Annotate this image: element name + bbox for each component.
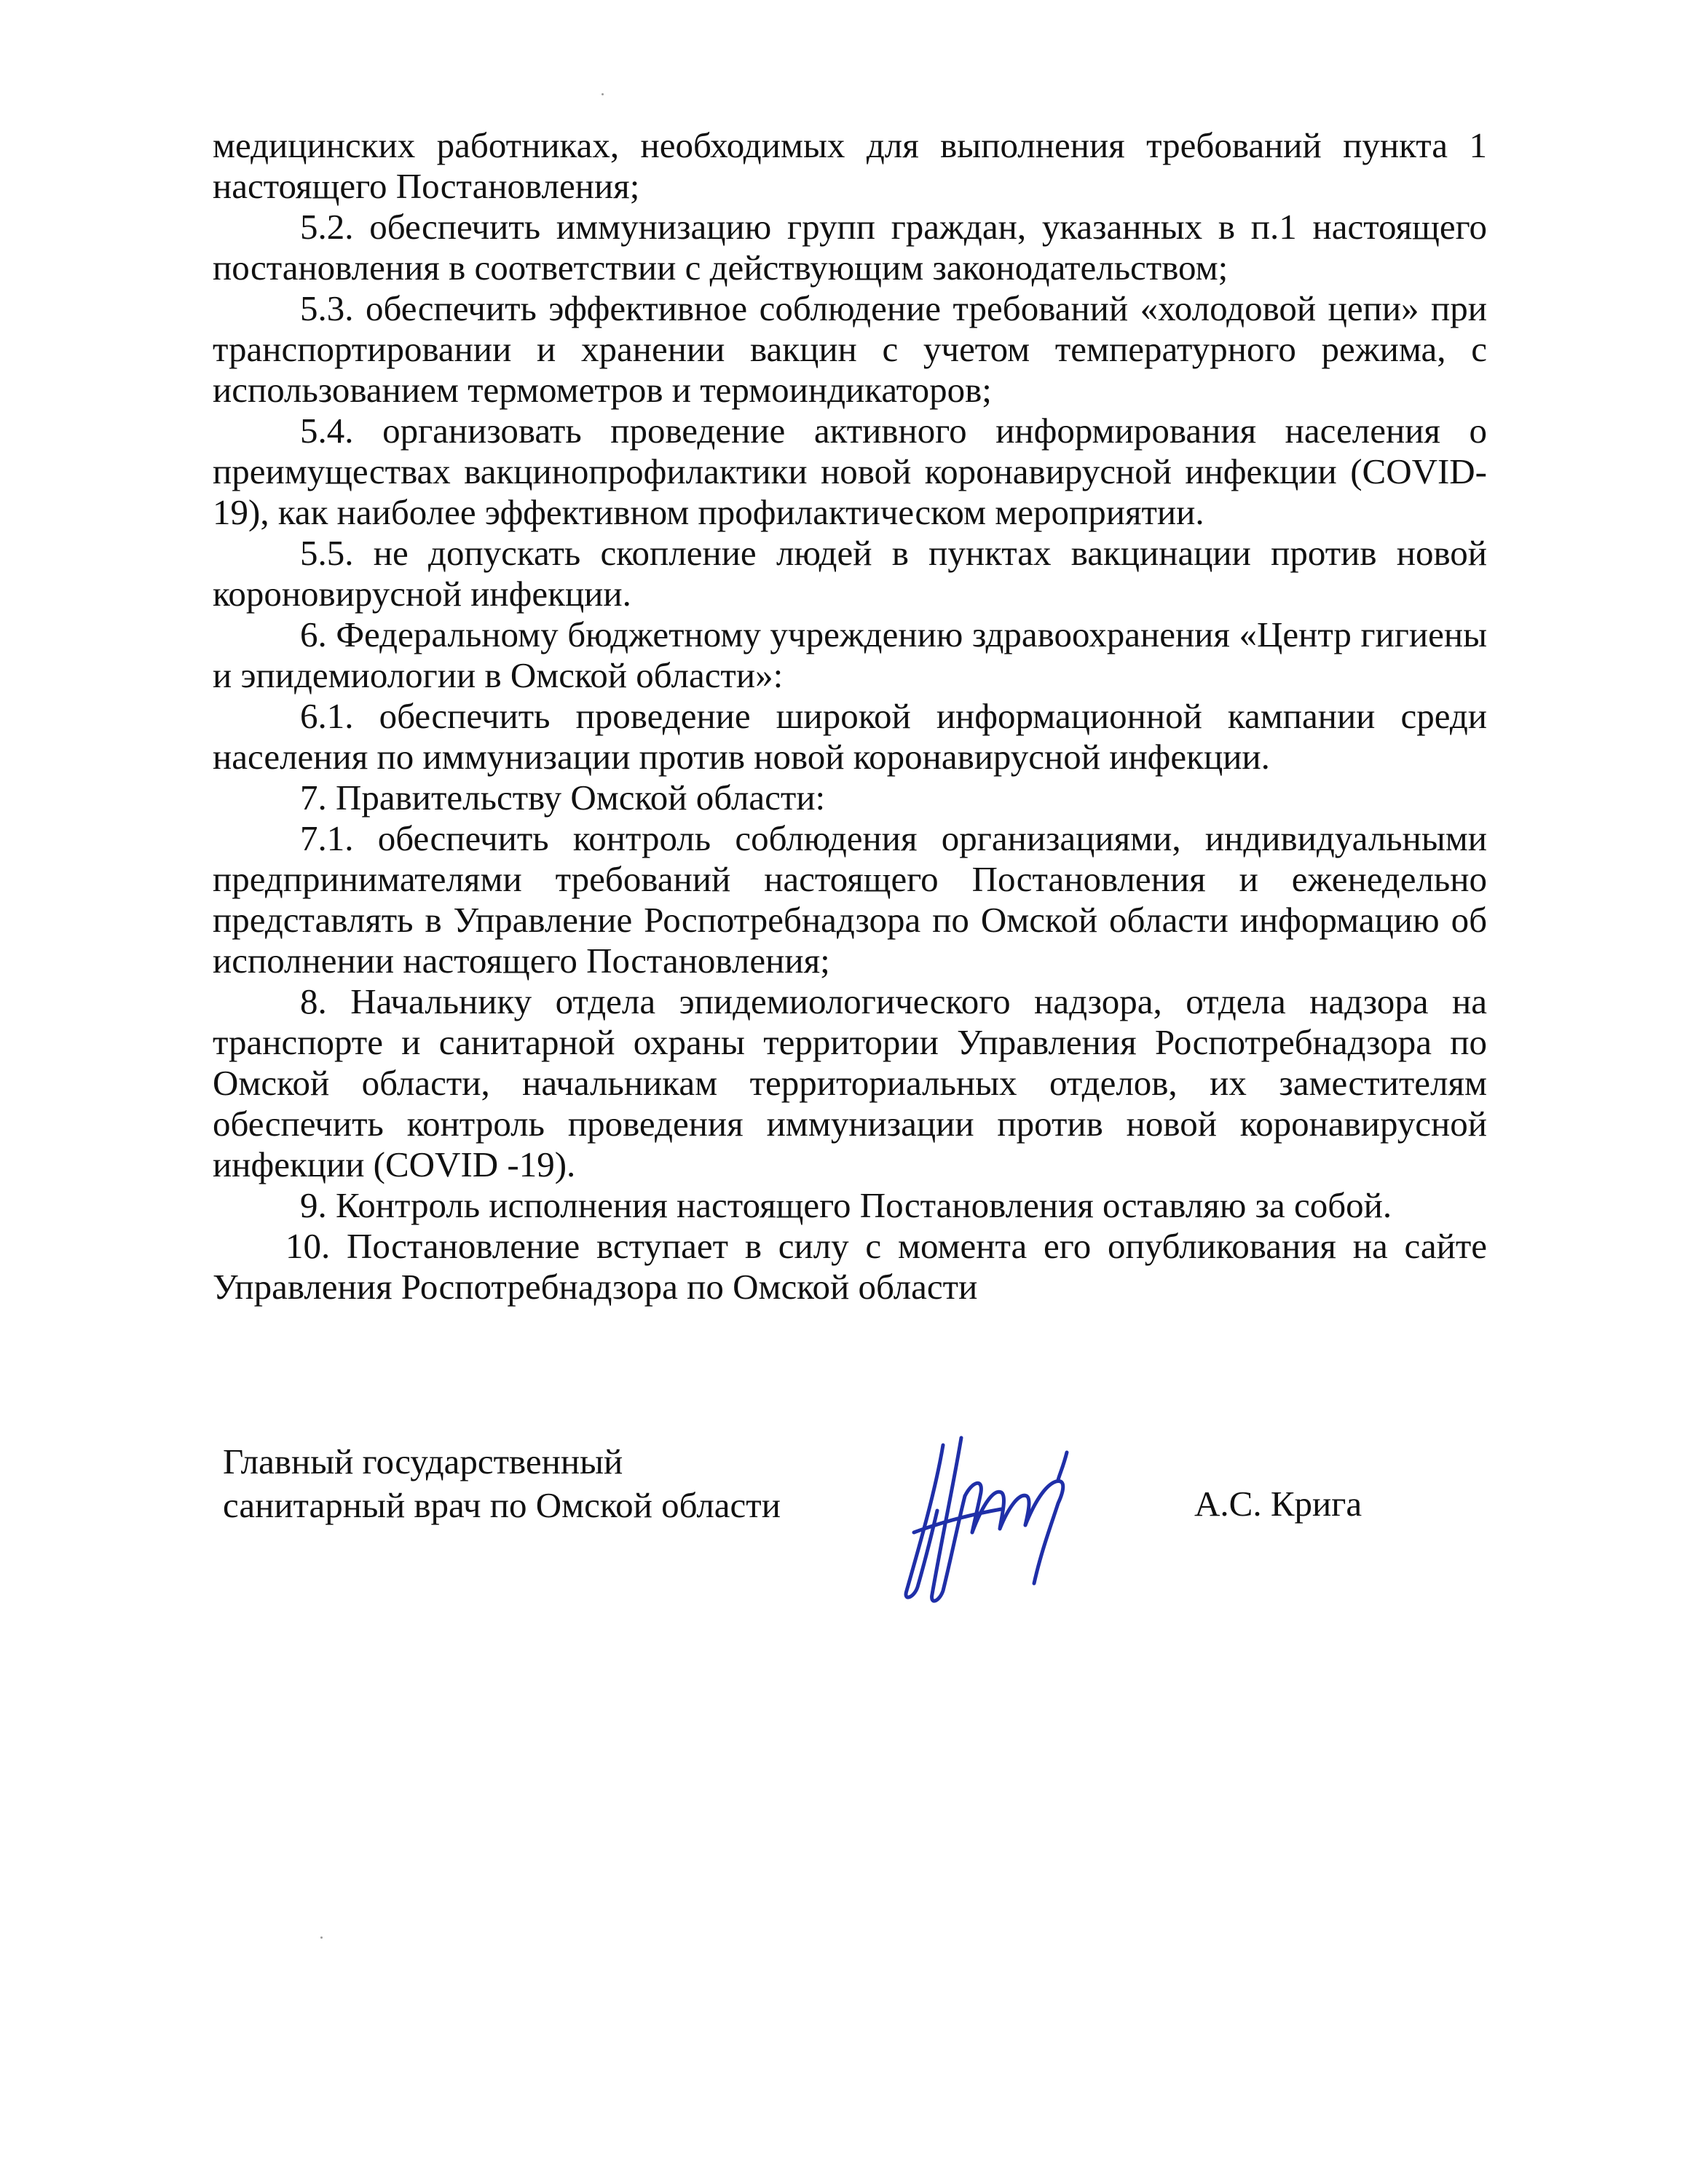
signature-stroke-4: [1025, 1481, 1063, 1583]
paragraph-7-1: 7.1. обеспечить контроль соблюдения организациями, индивидуальными предпринимателями требований настоящего Постановления и еженедельно представлять в Управление Роспотребнадзора по Омской области информацию об исполнении настоящего Постановления;: [213, 818, 1487, 981]
signatory-position-line-1: Главный государственный: [223, 1441, 623, 1481]
signatory-position: [223, 1440, 781, 1527]
paragraph-7: 7. Правительству Омской области:: [300, 778, 826, 818]
paragraph-5-3: 5.3. обеспечить эффективное соблюдение требований «холодовой цепи» при транспортировании и хранении вакцин с учетом температурного режима, с использованием термометров и термоиндикаторов;: [213, 288, 1487, 410]
handwritten-signature: [892, 1423, 1111, 1613]
paragraph-6: 6. Федеральному бюджетному учреждению здравоохранения «Центр гигиены и эпидемиологии в Омской области»:: [213, 614, 1487, 695]
paragraph-5-2: 5.2. обеспечить иммунизацию групп граждан, указанных в п.1 настоящего постановления в соответствии с действующим законодательством;: [213, 207, 1487, 288]
paragraph-9: 9. Контроль исполнения настоящего Постановления оставляю за собой.: [300, 1185, 1392, 1225]
signatory-position-line-2: санитарный врач по Омской области: [223, 1485, 781, 1525]
document-body: [213, 125, 1487, 1307]
paragraph-continuation: медицинских работниках, необходимых для выполнения требований пункта 1 настоящего Постановления;: [213, 125, 1487, 206]
scan-speck: [602, 93, 604, 95]
paragraph-8: 8. Начальнику отдела эпидемиологического надзора, отдела надзора на транспорте и санитарной охраны территории Управления Роспотребнадзора по Омской области, начальникам территориальных отделов, их заместителям обеспечить контроль проведения иммунизации против новой коронавирусной инфекции (COVID -19).: [213, 981, 1487, 1184]
scan-speck: [320, 1936, 323, 1939]
paragraph-6-1: 6.1. обеспечить проведение широкой информационной кампании среди населения по иммунизации против новой коронавирусной инфекции.: [213, 696, 1487, 777]
paragraph-5-5: 5.5. не допускать скопление людей в пунктах вакцинации против новой короновирусной инфекции.: [213, 533, 1487, 614]
paragraph-10: 10. Постановление вступает в силу с момента его опубликования на сайте Управления Роспотребнадзора по Омской области: [213, 1226, 1487, 1307]
signature-stroke-5: [1058, 1452, 1067, 1480]
signatory-name: А.С. Крига: [1194, 1484, 1362, 1524]
paragraph-5-4: 5.4. организовать проведение активного информирования населения о преимуществах вакцинопрофилактики новой коронавирусной инфекции (COVID-19), как наиболее эффективном профилактическом мероприятии.: [213, 411, 1487, 532]
signature-stroke-3: [965, 1483, 1029, 1532]
